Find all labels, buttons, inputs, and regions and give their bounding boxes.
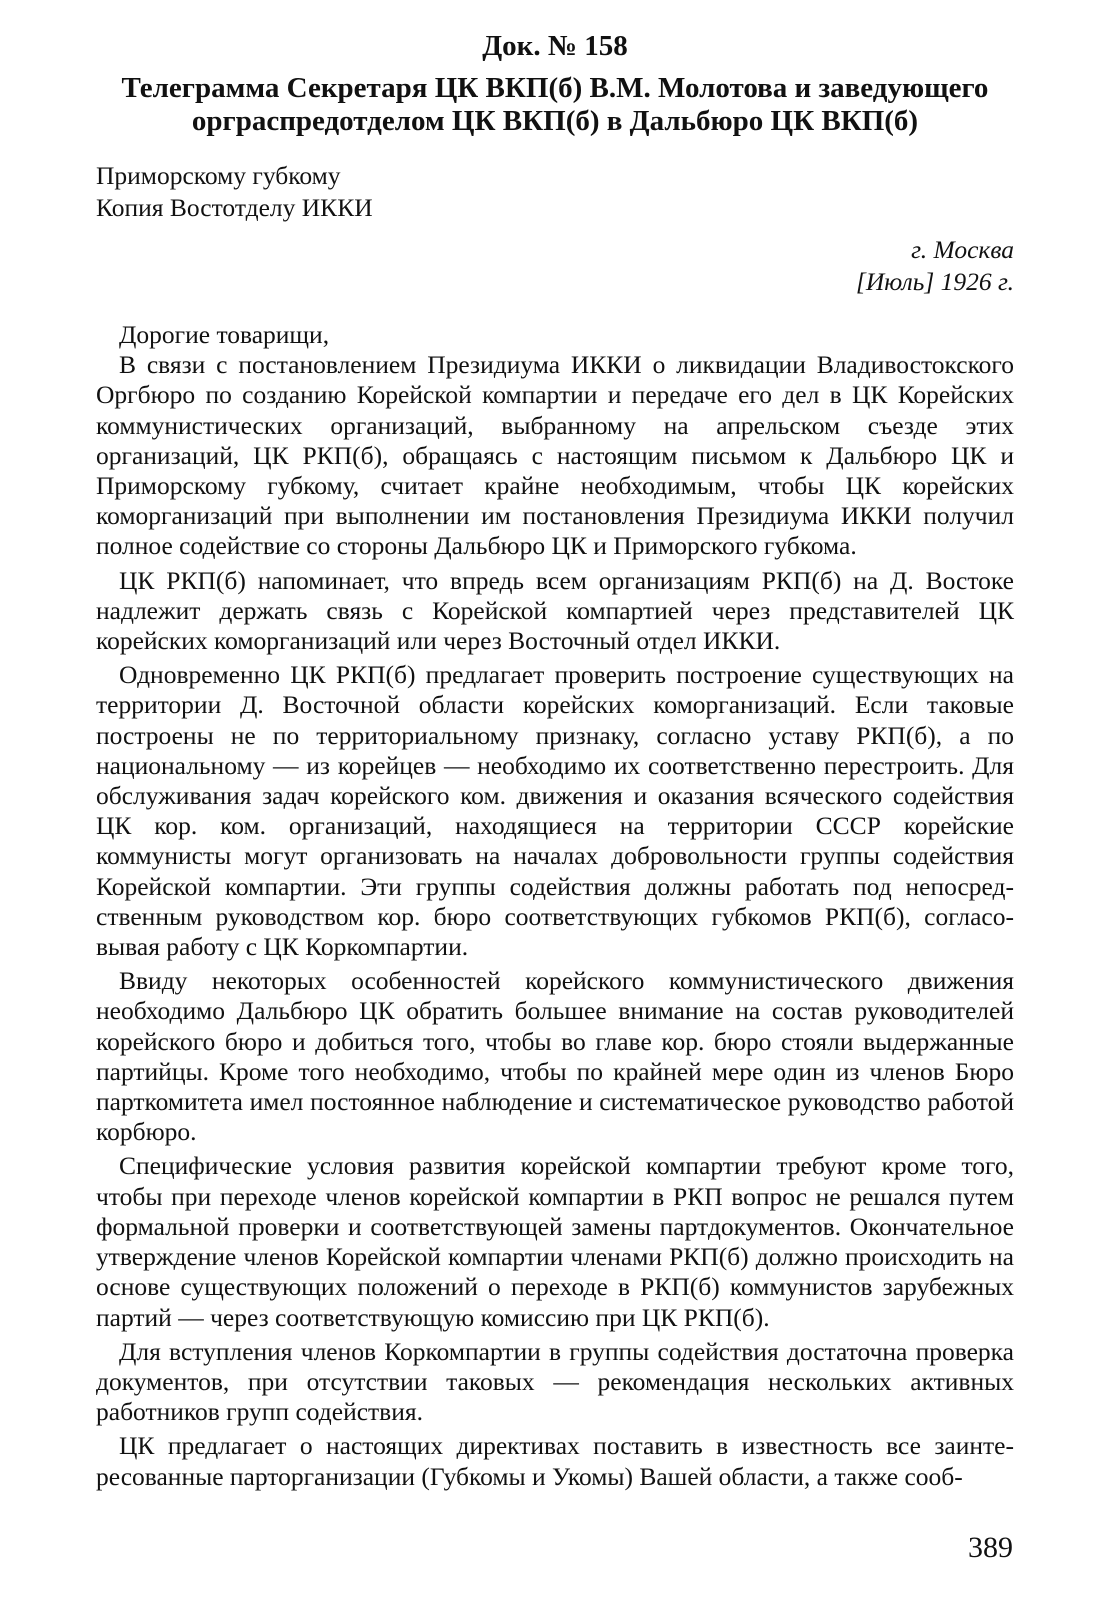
document-place: г. Москва (911, 235, 1014, 264)
addressee-line: Копия Востотделу ИККИ (96, 193, 373, 222)
greeting: Дорогие товарищи, (119, 320, 330, 349)
body-paragraph: Для вступления членов Коркомпартии в группы содействия достаточна проверка документов, при отсутствии таковых — рекомендация нескольких активных работников групп содействия. (96, 1336, 1014, 1427)
body-paragraph: ЦК предлагает о настоящих директивах поставить в известность все заинтересованные парторганизации (Губкомы и Укомы) Вашей области, а также сооб- (96, 1431, 1014, 1491)
addressee-line: Приморскому губкому (96, 161, 341, 190)
document-page (96, 28, 1014, 1496)
document-title: Телеграмма Секретаря ЦК ВКП(б) В.М. Молотова и заведующего орграспредотделом ЦК ВКП(б) в Дальбюро ЦК ВКП(б) (121, 72, 989, 137)
place-date-block (96, 234, 1014, 298)
document-number: Док. № 158 (482, 30, 628, 62)
addressees-block (96, 160, 1014, 224)
body-paragraph: В связи с постановлением Президиума ИККИ о ликвидации Владивостокского Оргбюро по созданию Корейской компартии и передаче его дел в ЦК Корейских коммунистических организаций, выбранному на апрельском съезде этих организаций, ЦК РКП(б), обращаясь с настоящим письмом к Дальбюро ЦК и Приморскому губкому, считает крайне необходимым, чтобы ЦК корейских коморганизаций при выполнении им постановления Президиума ИККИ получил полное содействие со стороны Дальбюро ЦК и Приморского губкома. (96, 350, 1014, 561)
body-paragraph: ЦК РКП(б) напоминает, что впредь всем организациям РКП(б) на Д. Востоке надлежит держать связь с Корейской компартией через представителей ЦК корейских коморганизаций или через Восточный отдел ИККИ. (96, 565, 1014, 656)
document-date: [Июль] 1926 г. (855, 267, 1014, 296)
body-paragraph: Ввиду некоторых особенностей корейского коммунистического движения необходимо Дальбюро ЦК обратить большее внимание на состав руководителей корейского бюро и добиться того, чтобы во главе кор. бюро стояли выдержанные партийцы. Кроме того необходимо, чтобы по крайней мере один из членов Бюро парткомитета имел постоянное наблюдение и систематическое руководство работой корбюро. (96, 966, 1014, 1147)
body-paragraph: Специфические условия развития корейской компартии требуют кроме того, чтобы при переходе членов корейской компартии в РКП вопрос не решался путем формальной проверки и соответствующей замены партдокументов. Окончательное утверждение членов Корейской компартии членами РКП(б) должно происходить на основе существующих положений о переходе в РКП(б) коммунистов зарубежных партий — через соответствующую комиссию при ЦК РКП(б). (96, 1151, 1014, 1332)
document-body (96, 320, 1014, 1492)
page-number: 389 (968, 1531, 1013, 1564)
body-paragraph: Одновременно ЦК РКП(б) предлагает проверить построение существующих на территории Д. Восточной области корейских коморганизаций. Если таковые построены не по территориальному признаку, согласно уставу РКП(б), а по национальному — из корейцев — необходимо их соответственно перестроить. Для обслуживания задач корейского ком. движения и оказания всяческого содействия ЦК кор. ком. организаций, находящиеся на территории СССР корейские коммунисты могут организовать на началах добровольности группы содействия Корейской компартии. Эти группы содействия должны работать под непосредственным руководством кор. бюро соответствующих губкомов РКП(б), согласовывая работу с ЦК Коркомпартии. (96, 660, 1014, 962)
